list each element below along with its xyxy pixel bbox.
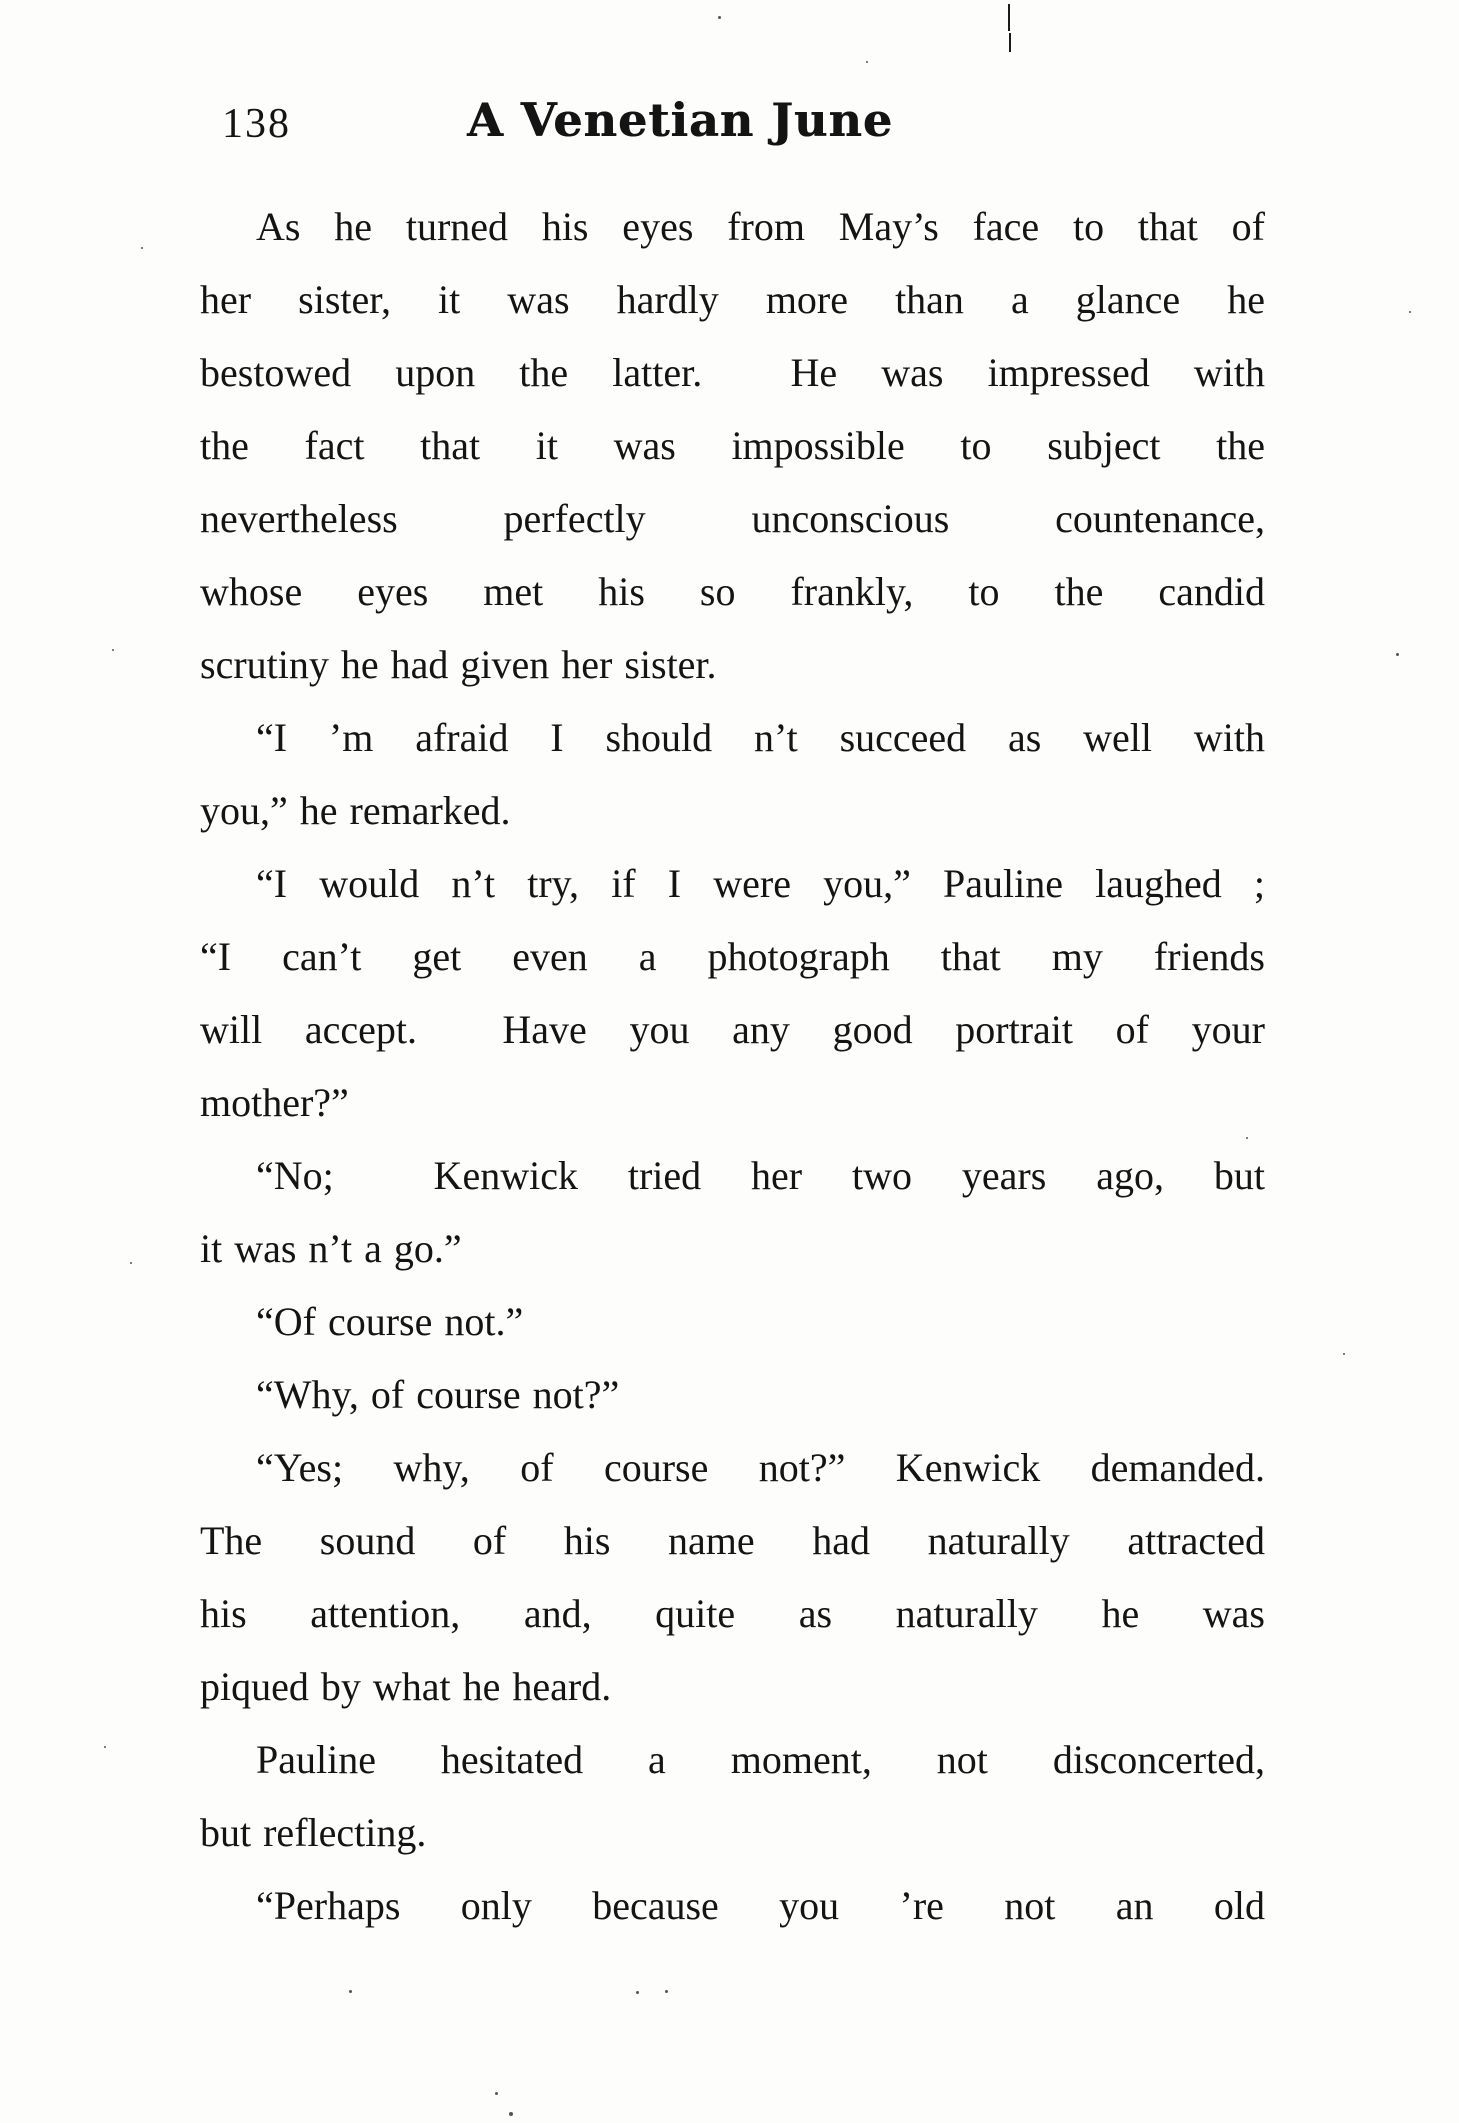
text-line: whose eyes met his so frankly, to the candid <box>200 569 1265 614</box>
text-line: “I would n’t try, if I were you,” Pauline laughed ; <box>256 861 1265 906</box>
scan-artifact-line <box>1008 4 1010 31</box>
scan-speck <box>1246 1137 1248 1139</box>
scan-speck <box>718 16 721 19</box>
text-line: but reflecting. <box>200 1810 427 1855</box>
scan-speck <box>495 2092 498 2095</box>
running-header-title: A Venetian June <box>466 93 894 147</box>
scan-speck <box>104 1746 106 1748</box>
text-line: “Yes; why, of course not?” Kenwick demanded. <box>256 1445 1265 1490</box>
scan-speck <box>509 2112 513 2116</box>
text-line: mother?” <box>200 1080 349 1125</box>
text-line: scrutiny he had given her sister. <box>200 642 717 687</box>
text-line: bestowed upon the latter. He was impressed with <box>200 350 1265 395</box>
scan-speck <box>1396 653 1399 656</box>
text-line: “I ’m afraid I should n’t succeed as well with <box>256 715 1265 760</box>
page-number: 138 <box>222 101 291 147</box>
scan-speck <box>349 1990 352 1993</box>
text-line: The sound of his name had naturally attracted <box>200 1518 1265 1563</box>
text-line: As he turned his eyes from May’s face to that of <box>256 204 1265 249</box>
scan-speck <box>112 649 114 651</box>
scan-speck <box>866 61 868 63</box>
scan-artifact-line <box>1009 33 1011 52</box>
text-line: “Perhaps only because you ’re not an old <box>256 1883 1265 1928</box>
text-line: “Of course not.” <box>256 1299 524 1344</box>
text-line: the fact that it was impossible to subject the <box>200 423 1265 468</box>
scan-speck <box>1343 1353 1345 1355</box>
text-line: it was n’t a go.” <box>200 1226 462 1271</box>
text-line: nevertheless perfectly unconscious countenance, <box>200 496 1265 541</box>
text-line: “Why, of course not?” <box>256 1372 620 1417</box>
body-text-block <box>200 190 1265 1942</box>
scan-speck <box>130 1262 132 1264</box>
text-line: will accept. Have you any good portrait of your <box>200 1007 1265 1052</box>
text-line: “No; Kenwick tried her two years ago, but <box>256 1153 1265 1198</box>
text-line: “I can’t get even a photograph that my friends <box>200 934 1265 979</box>
text-line: Pauline hesitated a moment, not disconcerted, <box>256 1737 1265 1782</box>
scan-speck <box>636 1991 639 1994</box>
scan-speck <box>1409 311 1411 313</box>
text-line: piqued by what he heard. <box>200 1664 612 1709</box>
text-line: you,” he remarked. <box>200 788 511 833</box>
scan-speck <box>665 1990 668 1993</box>
scan-speck <box>141 247 143 249</box>
text-line: his attention, and, quite as naturally he was <box>200 1591 1265 1636</box>
text-line: her sister, it was hardly more than a glance he <box>200 277 1265 322</box>
